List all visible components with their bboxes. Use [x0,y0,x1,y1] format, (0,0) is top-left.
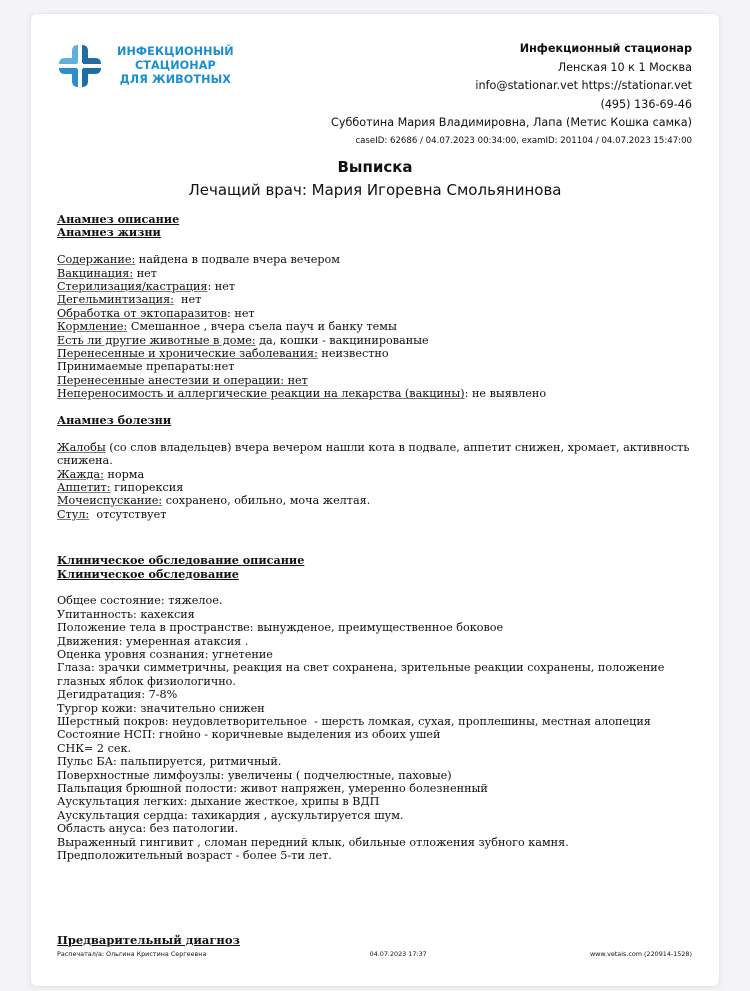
disease-anamnesis-list [57,441,693,521]
item-value: неизвестно [317,347,389,361]
item-label: Обработка от эктопаразитов [57,306,228,320]
exam-heading: Клиническое обследование описание [57,553,305,568]
list-item [57,360,693,373]
medical-cross-icon [55,41,105,91]
clinic-address: Ленская 10 к 1 Москва [557,60,692,74]
item-label: Содержание: [57,253,136,267]
exam-line: Шерстный покров: неудовлетворительное - шерсть ломкая, сухая, проплешины, местная алопеция [57,714,651,728]
life-anamnesis-list [57,253,693,400]
exam-list [57,594,693,862]
exam-line: Дегидратация: 7-8% [57,688,178,702]
item-value: : нет [207,280,236,294]
item-value: нет [133,266,157,280]
document-content [57,213,693,862]
list-item [57,374,693,387]
exam-line: Упитанность: кахексия [57,607,195,621]
exam-line: Состояние НСП: гнойно - коричневые выделения из обоих ушей [57,728,441,742]
clinic-name: Инфекционный стационар [519,42,692,55]
exam-line: Общее состояние: тяжелое. [57,594,223,608]
item-label: Вакцинация: [57,266,134,280]
item-value: : нет [227,306,255,320]
exam-line: Выраженный гингивит , сломан передний клык, обильные отложения зубного камня. [57,835,569,849]
exam-line: Пульс БА: пальпируется, ритмичный. [57,755,282,769]
list-item [57,347,693,360]
logo-text [117,45,234,87]
exam-line: Тургор кожи: значительно снижен [57,701,265,715]
exam-line: Область ануса: без патологии. [57,822,238,836]
diagnosis-heading: Предварительный диагноз [57,933,240,947]
item-value: сохранено, обильно, моча желтая. [162,494,371,508]
list-item [57,307,693,320]
case-ids: caseID: 62686 / 04.07.2023 00:34:00, examID: 201104 / 04.07.2023 15:47:00 [355,135,692,146]
clinic-contacts: info@stationar.vet https://stationar.vet [475,79,692,92]
anamnesis-heading: Анамнез описание [57,212,180,226]
footer-source: www.vetais.com (220914-1528) [589,950,692,958]
item-label: Перенесенные анестезии и операции: нет [57,373,308,387]
logo-line-1: ИНФЕКЦИОННЫЙ [117,45,234,58]
item-label: Стул: [57,507,90,521]
life-anamnesis-heading: Анамнез жизни [57,225,161,240]
item-label: Перенесенные и хронические заболевания: [57,347,318,361]
item-value: : не выявлено [464,387,547,401]
item-value: да, кошки - вакцинированые [255,333,429,347]
clinic-info [331,40,692,150]
exam-line: Глаза: зрачки симметричны, реакция на свет сохранена, зрительные реакции сохранены, положение глазных яблок физиологично. [57,661,668,688]
exam-line: Поверхностные лимфоузлы: увеличены ( подчелюстные, паховые) [57,768,452,782]
exam-subheading: Клиническое обследование [57,566,239,581]
exam-line: Предположительный возраст - более 5-ти лет. [57,849,332,863]
document-title: Выписка [337,158,413,176]
printed-by: Распечатал/а: Ольгина Кристина Сергеевна [57,950,207,958]
list-item [57,494,693,507]
exam-line: Оценка уровня сознания: угнетение [57,647,273,661]
clinic-logo [55,38,245,94]
disease-anamnesis-heading: Анамнез болезни [57,413,172,428]
logo-line-3: ДЛЯ ЖИВОТНЫХ [119,73,232,86]
printed-at: 04.07.2023 17:37 [369,950,427,958]
item-value: (со слов владельцев) вчера вечером нашли кота в подвале, аппетит снижен, хромает, активность снижена. [57,440,693,468]
list-item [57,387,693,400]
item-value: гипорексия [110,481,184,495]
attending-doctor: Лечащий врач: Мария Игоревна Смольянинова [188,181,562,199]
list-item [57,481,693,494]
item-value: найдена в подвале вчера вечером [135,253,340,267]
document-page [31,14,719,986]
item-label: Непереносимость и аллергические реакции на лекарства (вакцины) [57,387,465,401]
item-value: Смешанное , вчера съела пауч и банку темы [127,320,397,334]
exam-line: Положение тела в пространстве: вынужденое, преимущественное боковое [57,621,504,635]
item-label: Дегельминтизация: [57,293,174,307]
list-item [57,334,693,347]
item-label: Мочеиспускание: [57,494,163,508]
item-value: Принимаемые препараты:нет [57,360,235,374]
item-label: Кормление: [57,320,128,334]
list-item [57,253,693,266]
page-footer [57,950,692,958]
patient-info: Субботина Мария Владимировна, Лапа (Метис Кошка самка) [331,116,692,129]
list-item [57,441,693,468]
logo-line-2: СТАЦИОНАР [134,59,216,72]
exam-line: Аускультация легких: дыхание жесткое, хрипы в ВДП [57,795,380,809]
exam-line: Аускультация сердца: тахикардия , аускультируется шум. [57,808,404,822]
item-value: отсутствует [89,507,167,521]
list-item [57,320,693,333]
exam-line: СНК= 2 сек. [57,741,132,755]
item-label: Аппетит: [57,481,111,495]
item-value: нет [173,293,202,307]
item-label: Стерилизация/кастрация [57,280,208,294]
exam-line: Движения: умеренная атаксия . [57,634,249,648]
list-item [57,468,693,481]
exam-line: Пальпация брюшной полости: живот напряжен, умеренно болезненный [57,781,488,795]
item-label: Есть ли другие животные в доме: [57,333,256,347]
list-item [57,280,693,293]
list-item [57,293,693,306]
item-value: норма [103,467,145,481]
clinic-phone: (495) 136-69-46 [600,97,692,111]
item-label: Жалобы [57,440,106,454]
list-item [57,267,693,280]
list-item [57,508,693,521]
item-label: Жажда: [57,467,104,481]
